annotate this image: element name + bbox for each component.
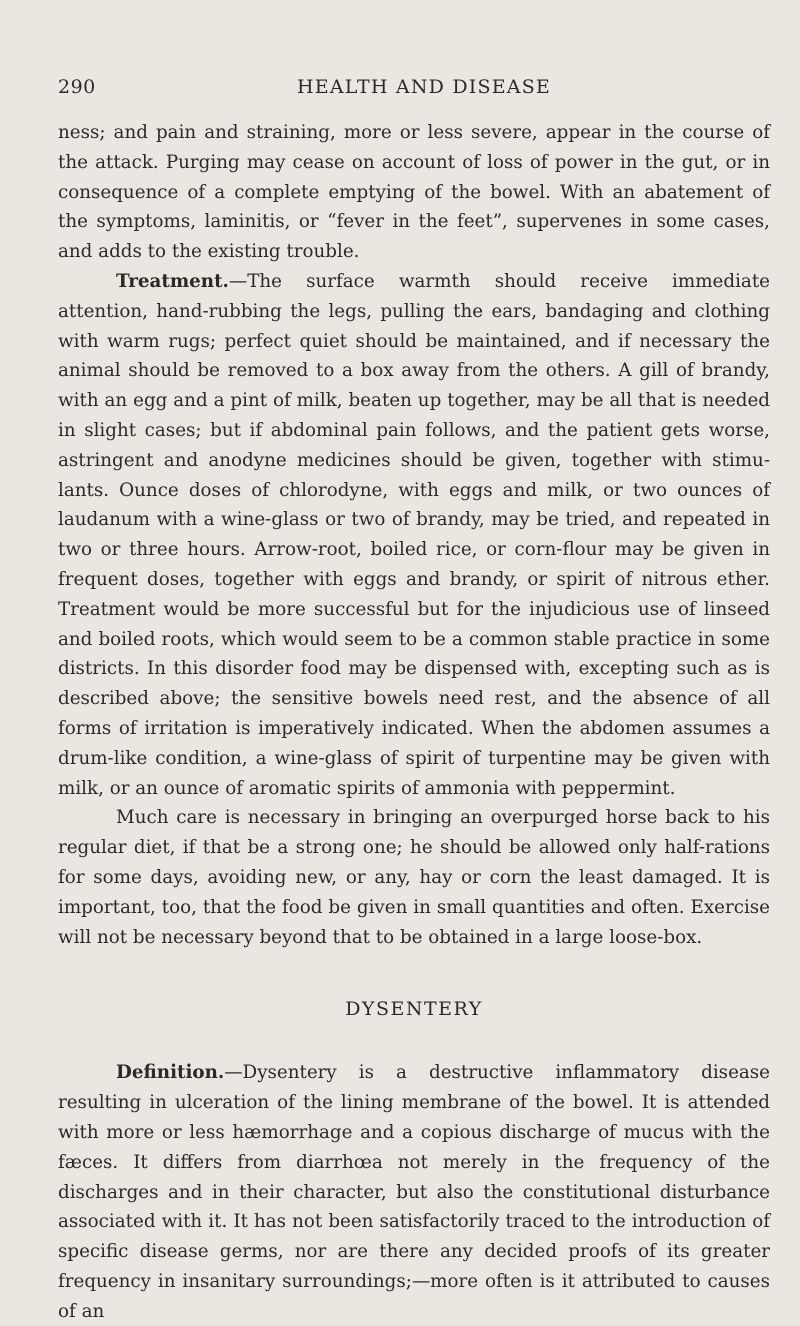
- definition-heading: Definition.: [116, 1062, 225, 1084]
- paragraph-definition: [58, 1058, 770, 1326]
- paragraph-continuation: ness; and pain and straining, more or less severe, appear in the course of the attack. Purging may cease on account of loss of power in the gut, or in consequence of a complete emptying of the bowel. With an abatement of the symptoms, laminitis, or “fever in the feet”, supervenes in some cases, and adds to the existing trouble.: [58, 122, 770, 263]
- page-number: 290: [58, 76, 96, 98]
- page-header: [58, 76, 770, 102]
- definition-text: —Dysentery is a destructive inflammatory disease resulting in ulceration of the lining membrane of the bowel. It is attended with more or less hæmorrhage and a copious discharge of mucus with the fæces. It differs from diarrhœa not merely in the frequency of the discharges and in their character, but also the constitutional disturbance associated with it. It has not been satisfactorily traced to the introduction of specific disease germs, nor are there any decided proofs of its greater frequency in insanitary surroundings;—more often is it attributed to causes of an: [58, 1062, 770, 1322]
- treatment-text: —The surface warmth should receive immediate attention, hand-rubbing the legs, pulling the ears, bandaging and clothing with warm rugs; perfect quiet should be maintained, and if necessary the animal should be removed to a box away from the others. A gill of brandy, with an egg and a pint of milk, beaten up together, may be all that is needed in slight cases; but if abdominal pain follows, and the patient gets worse, astringent and anodyne medicines should be given, together with stimu-lants. Ounce doses of chlorodyne, with eggs and milk, or two ounces of laudanum with a wine-glass or two of brandy, may be tried, and repeated in two or three hours. Arrow-root, boiled rice, or corn-flour may be given in frequent doses, together with eggs and brandy, or spirit of nitrous ether. Treatment would be more successful but for the injudicious use of linseed and boiled roots, which would seem to be a common stable practice in some districts. In this disorder food may be dispensed with, excepting such as is described above; the sensitive bowels need rest, and the absence of all forms of irritation is imperatively indicated. When the abdomen assumes a drum-like condition, a wine-glass of spirit of turpentine may be given with milk, or an ounce of aromatic spirits of ammonia with peppermint.: [58, 270, 770, 799]
- body-text: [58, 118, 770, 1326]
- treatment-heading: Treatment.: [116, 270, 229, 292]
- paragraph-treatment: [58, 267, 770, 803]
- section-title: DYSENTERY: [345, 998, 483, 1021]
- paragraph-recovery-diet: Much care is necessary in bringing an overpurged horse back to his regular diet, if that be a strong one; he should be allowed only half-rations for some days, avoiding new, or any, hay or corn the least damaged. It is important, too, that the food be given in small quantities and often. Exercise will not be necessary beyond that to be obtained in a large loose-box.: [58, 807, 770, 948]
- running-title: HEALTH AND DISEASE: [297, 76, 551, 98]
